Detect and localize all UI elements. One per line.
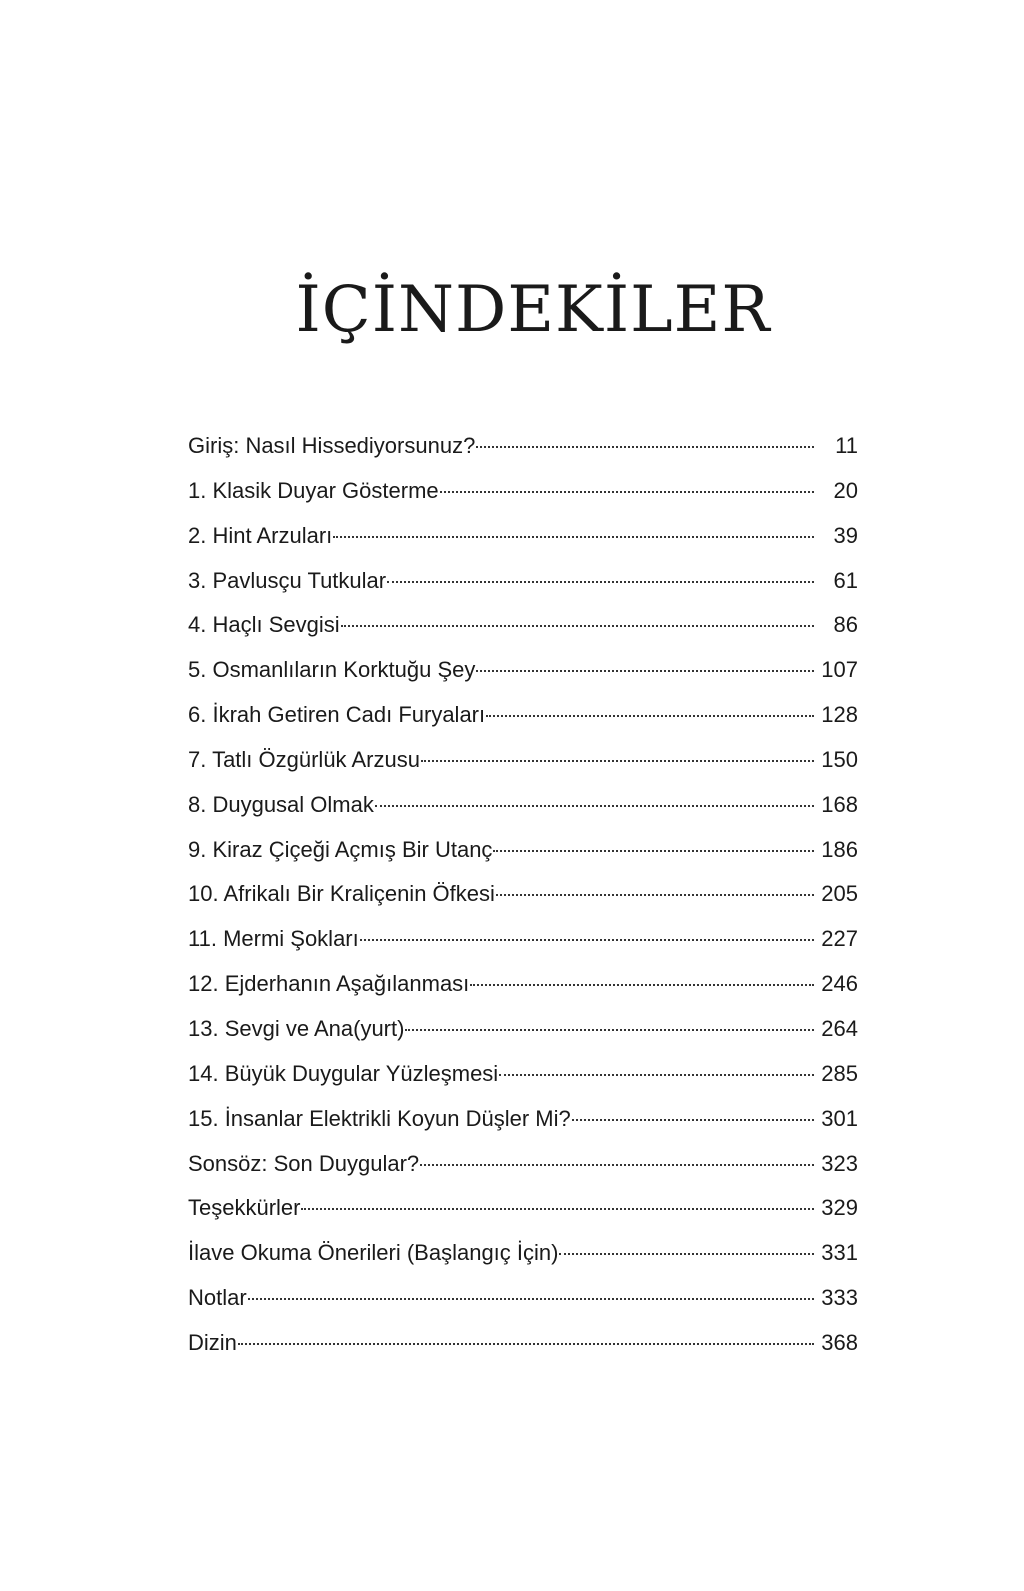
toc-entry[interactable] [188, 1052, 858, 1097]
dot-leader [440, 491, 814, 493]
toc-entry[interactable] [188, 917, 858, 962]
toc-entry-title: 8. Duygusal Olmak [188, 791, 374, 817]
toc-page-number: 86 [833, 612, 858, 638]
dot-leader [341, 625, 814, 627]
toc-entry-title: 7. Tatlı Özgürlük Arzusu [188, 746, 420, 772]
toc-entry-title: 12. Ejderhanın Aşağılanması [188, 971, 470, 997]
toc-entry-title: 4. Haçlı Sevgisi [188, 612, 340, 638]
toc-entry[interactable] [188, 559, 858, 604]
toc-entry[interactable] [188, 603, 858, 648]
toc-page-number: 11 [835, 433, 858, 458]
toc-page-number: 323 [821, 1150, 858, 1176]
dot-leader [476, 670, 814, 672]
toc-entry[interactable] [188, 738, 858, 783]
toc-entry[interactable] [188, 828, 858, 873]
toc-page-number: 264 [821, 1015, 858, 1041]
toc-page-number: 61 [833, 567, 858, 593]
dot-leader [238, 1343, 814, 1345]
toc-entry[interactable] [188, 1007, 858, 1052]
toc-entry[interactable] [188, 693, 858, 738]
toc-page-number: 20 [833, 477, 858, 503]
dot-leader [301, 1208, 814, 1210]
toc-page-number: 186 [821, 836, 858, 862]
toc-entry[interactable] [188, 1142, 858, 1187]
dot-leader [493, 850, 814, 852]
toc-entry-title: 6. İkrah Getiren Cadı Furyaları [188, 702, 486, 728]
toc-page-number: 246 [821, 971, 858, 997]
dot-leader [333, 536, 814, 538]
toc-entry-title: 13. Sevgi ve Ana(yurt) [188, 1015, 405, 1041]
toc-entry-title: Notlar [188, 1285, 247, 1311]
toc-entry[interactable] [188, 1097, 858, 1142]
dot-leader [572, 1119, 814, 1121]
toc-entry[interactable] [188, 1186, 858, 1231]
toc-entry[interactable] [188, 514, 858, 559]
toc-entry-title: 15. İnsanlar Elektrikli Koyun Düşler Mi? [188, 1105, 571, 1131]
dot-leader [476, 446, 814, 448]
toc-page-number: 205 [821, 881, 858, 907]
toc-entry-title: Dizin [188, 1329, 237, 1355]
toc-entry[interactable] [188, 962, 858, 1007]
toc-entry[interactable] [188, 469, 858, 514]
toc-entry-title: Teşekkürler [188, 1195, 301, 1221]
toc-entry-title: İlave Okuma Önerileri (Başlangıç İçin) [188, 1240, 559, 1266]
toc-entry[interactable] [188, 424, 858, 469]
page-title: İÇİNDEKİLER [295, 273, 771, 347]
dot-leader [420, 1164, 814, 1166]
toc-entry-title: 11. Mermi Şokları [188, 926, 359, 952]
toc-page-number: 329 [821, 1195, 858, 1221]
table-of-contents [188, 424, 858, 1366]
toc-entry[interactable] [188, 648, 858, 693]
toc-page-number: 301 [821, 1105, 858, 1131]
dot-leader [421, 760, 814, 762]
dot-leader [375, 805, 814, 807]
dot-leader [360, 939, 814, 941]
dot-leader [405, 1029, 814, 1031]
toc-entry-title: 3. Pavlusçu Tutkular [188, 567, 387, 593]
toc-page-number: 333 [821, 1285, 858, 1311]
toc-page-number: 39 [833, 522, 858, 548]
toc-entry-title: 14. Büyük Duygular Yüzleşmesi [188, 1060, 499, 1086]
dot-leader [486, 715, 814, 717]
toc-entry[interactable] [188, 1231, 858, 1276]
toc-page-number: 227 [821, 926, 858, 952]
toc-entry-title: 2. Hint Arzuları [188, 522, 333, 548]
toc-page-number: 285 [821, 1060, 858, 1086]
toc-entry[interactable] [188, 872, 858, 917]
toc-entry-title: 1. Klasik Duyar Gösterme [188, 477, 439, 503]
toc-page-number: 368 [821, 1329, 858, 1355]
toc-page-number: 107 [821, 657, 858, 683]
toc-entry[interactable] [188, 1276, 858, 1321]
dot-leader [248, 1298, 814, 1300]
dot-leader [387, 581, 814, 583]
dot-leader [496, 894, 814, 896]
dot-leader [470, 984, 814, 986]
toc-page-number: 331 [821, 1240, 858, 1266]
toc-entry-title: 10. Afrikalı Bir Kraliçenin Öfkesi [188, 881, 495, 907]
dot-leader [559, 1253, 814, 1255]
toc-page-number: 168 [821, 791, 858, 817]
toc-entry-title: 9. Kiraz Çiçeği Açmış Bir Utanç [188, 836, 493, 862]
dot-leader [499, 1074, 814, 1076]
toc-page-number: 128 [821, 702, 858, 728]
toc-entry-title: Giriş: Nasıl Hissediyorsunuz? [188, 433, 476, 458]
toc-entry-title: 5. Osmanlıların Korktuğu Şey [188, 657, 476, 683]
toc-entry[interactable] [188, 1321, 858, 1366]
toc-entry-title: Sonsöz: Son Duygular? [188, 1150, 420, 1176]
toc-page-number: 150 [821, 746, 858, 772]
toc-entry[interactable] [188, 783, 858, 828]
